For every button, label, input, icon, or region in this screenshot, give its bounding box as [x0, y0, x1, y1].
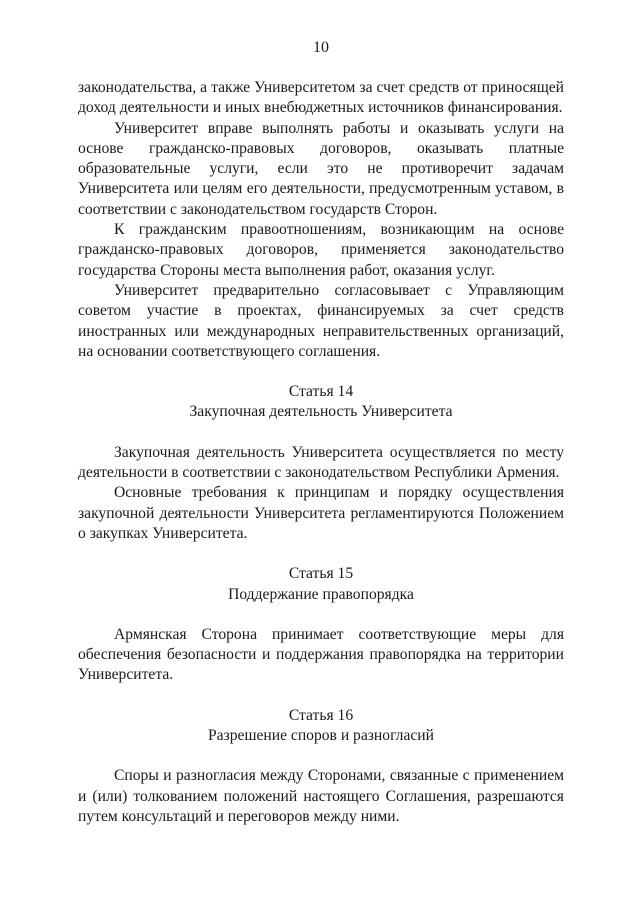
article-title: Закупочная деятельность Университета: [189, 403, 453, 421]
paragraph: Споры и разногласия между Сторонами, связанные с применением и (или) толкованием положений настоящего Соглашения, разрешаются путем консультаций и переговоров между ними.: [78, 767, 564, 825]
paragraph: Университет предварительно согласовывает с Управляющим советом участие в проектах, финансируемых за счет средств иностранных или международных неправительственных организаций, на основании соответствующего соглашения.: [78, 281, 564, 360]
paragraph: Армянская Сторона принимает соответствующие меры для обеспечения безопасности и поддержания правопорядка на территории Университета.: [78, 625, 564, 684]
article-number: Статья 16: [288, 706, 354, 724]
article-16: [78, 706, 564, 827]
paragraph: Закупочная деятельность Университета осуществляется по месту деятельности в соответствии с законодательством Республики Армения.: [78, 443, 564, 482]
page-number: 10: [313, 39, 329, 56]
article-number: Статья 15: [288, 565, 354, 583]
article-title: Поддержание правопорядка: [228, 585, 414, 603]
paragraph: К гражданским правоотношениям, возникающим на основе гражданско-правовых договоров, применяется законодательство государства Стороны места выполнения работ, оказания услуг.: [78, 221, 564, 279]
article-title: Разрешение споров и разногласий: [207, 727, 434, 745]
article-14: [78, 382, 564, 544]
document-page: [78, 38, 564, 827]
paragraph: Основные требования к принципам и порядку осуществления закупочной деятельности Университета регламентируются Положением о закупках Университета.: [78, 484, 564, 542]
intro-section: [78, 78, 564, 362]
article-15: [78, 564, 564, 685]
article-number: Статья 14: [288, 383, 354, 401]
paragraph: Университет вправе выполнять работы и оказывать услуги на основе гражданско-правовых договоров, оказывать платные образовательные услуги, если это не противоречит задачам Университета или целям его деятельности, предусмотренным уставом, в соответствии с законодательством государств Сторон.: [78, 119, 564, 218]
paragraph-continuation: законодательства, а также Университетом за счет средств от приносящей доход деятельности и иных внебюджетных источников финансирования.: [78, 79, 564, 117]
